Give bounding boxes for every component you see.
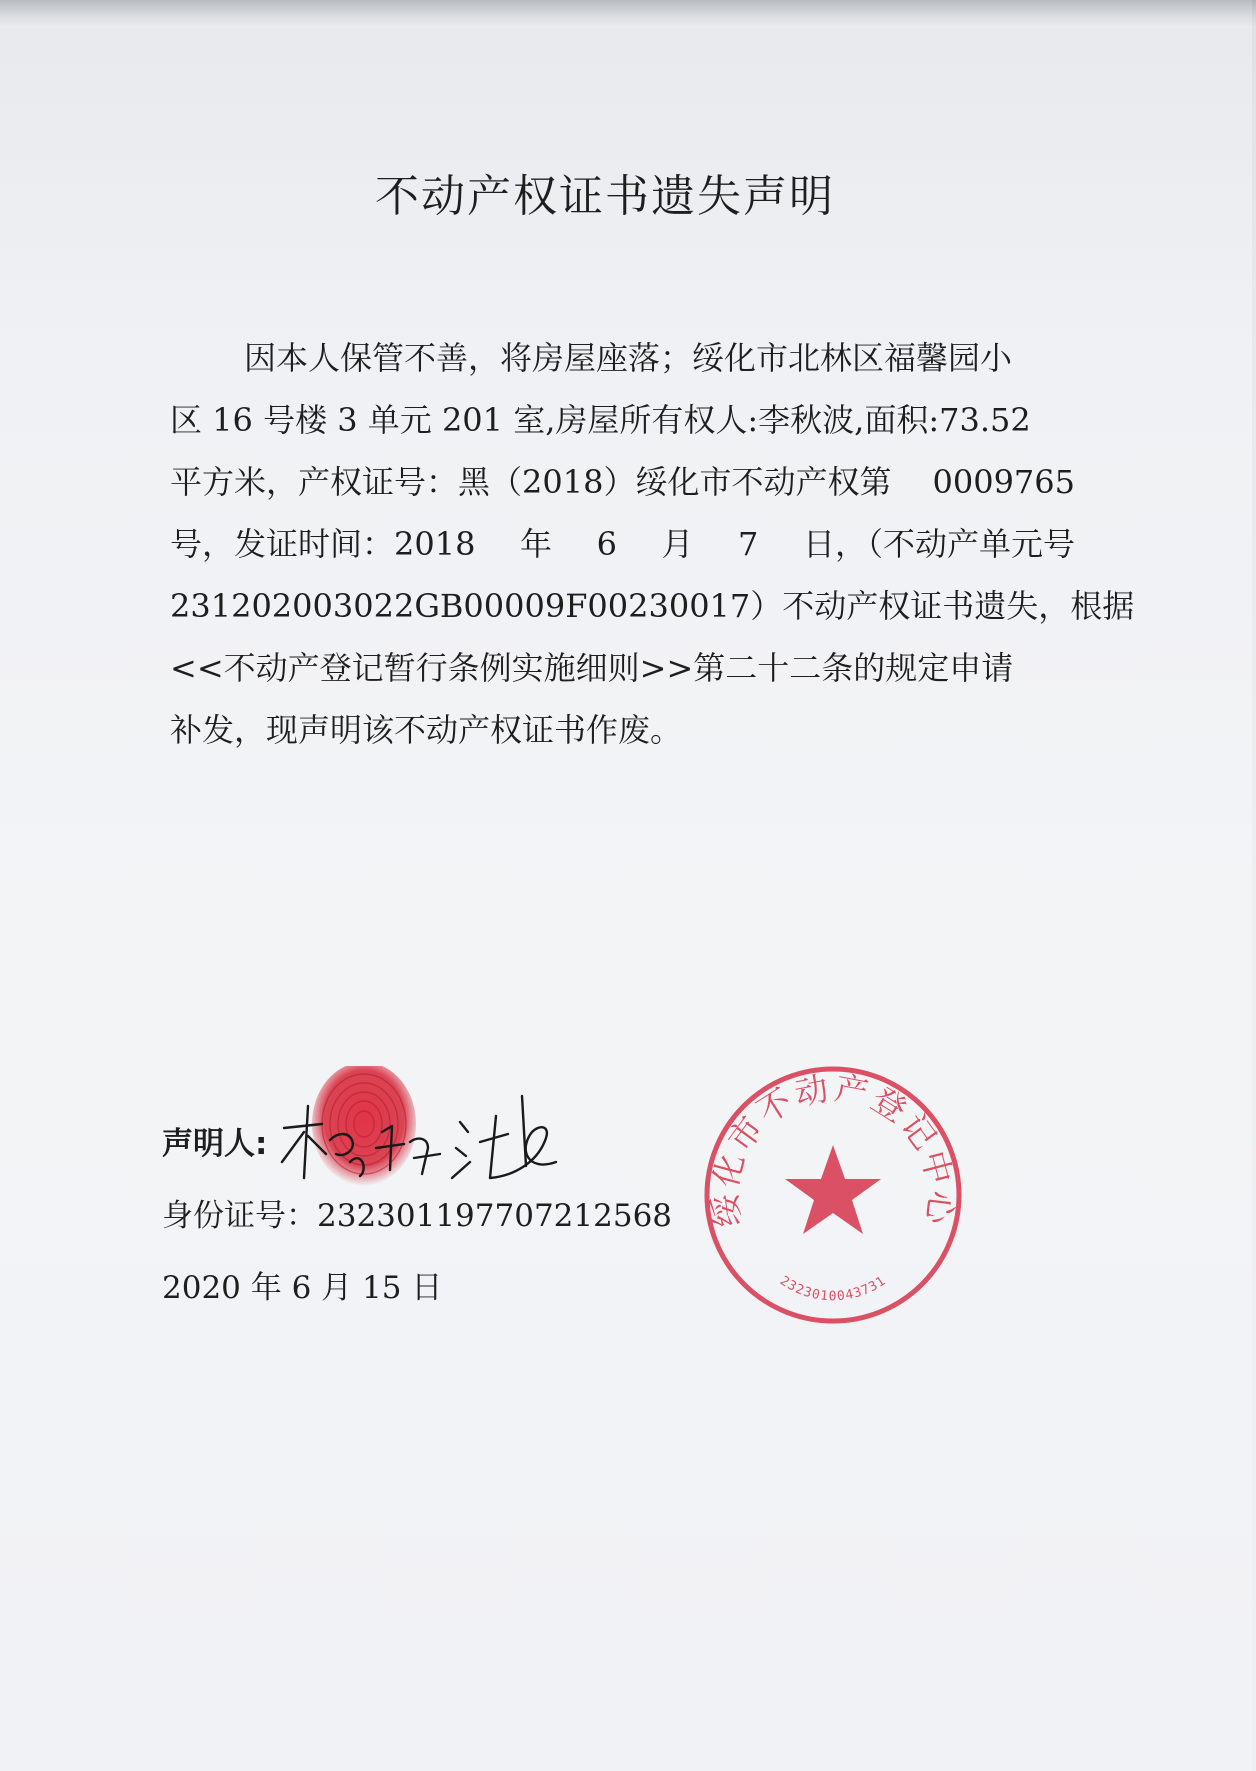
seal-number-text: 2323010043731: [777, 1273, 889, 1305]
seal-star-icon: [785, 1145, 881, 1234]
seal-name-text: 绥化市不动产登记中心: [704, 1068, 962, 1230]
paper-top-edge: [0, 0, 1256, 26]
body-line-1: 因本人保管不善，将房屋座落；绥化市北林区福馨园小: [244, 339, 1013, 377]
body-line-2: 区 16 号楼 3 单元 201 室,房屋所有权人:李秋波,面积:73.52: [170, 401, 1031, 439]
document-title: 不动产权证书遗失声明: [375, 171, 835, 222]
declaration-date: 2020 年 6 月 15 日: [162, 1270, 443, 1306]
body-line-4: 号，发证时间：2018 年 6 月 7 日，（不动产单元号: [170, 525, 1075, 563]
declarant-row: [162, 1110, 762, 1170]
body-line-5: 231202003022GB00009F00230017）不动产权证书遗失，根据: [170, 587, 1135, 625]
body-line-3: 平方米，产权证号：黑（2018）绥化市不动产权第 0009765: [170, 463, 1075, 501]
official-seal: [698, 1060, 968, 1330]
paper-edge-shadow: [1252, 0, 1256, 1771]
signature-block: [162, 1110, 762, 1306]
handwritten-signature-with-fingerprint: [264, 1066, 604, 1196]
declarant-label: 声明人:: [162, 1126, 268, 1162]
declaration-body: [170, 338, 1135, 772]
body-line-7: 补发，现声明该不动产权证书作废。: [170, 711, 683, 749]
body-line-6: <<不动产登记暂行条例实施细则>>第二十二条的规定申请: [170, 649, 1014, 687]
id-number-line: 身份证号：232301197707212568: [162, 1198, 673, 1234]
